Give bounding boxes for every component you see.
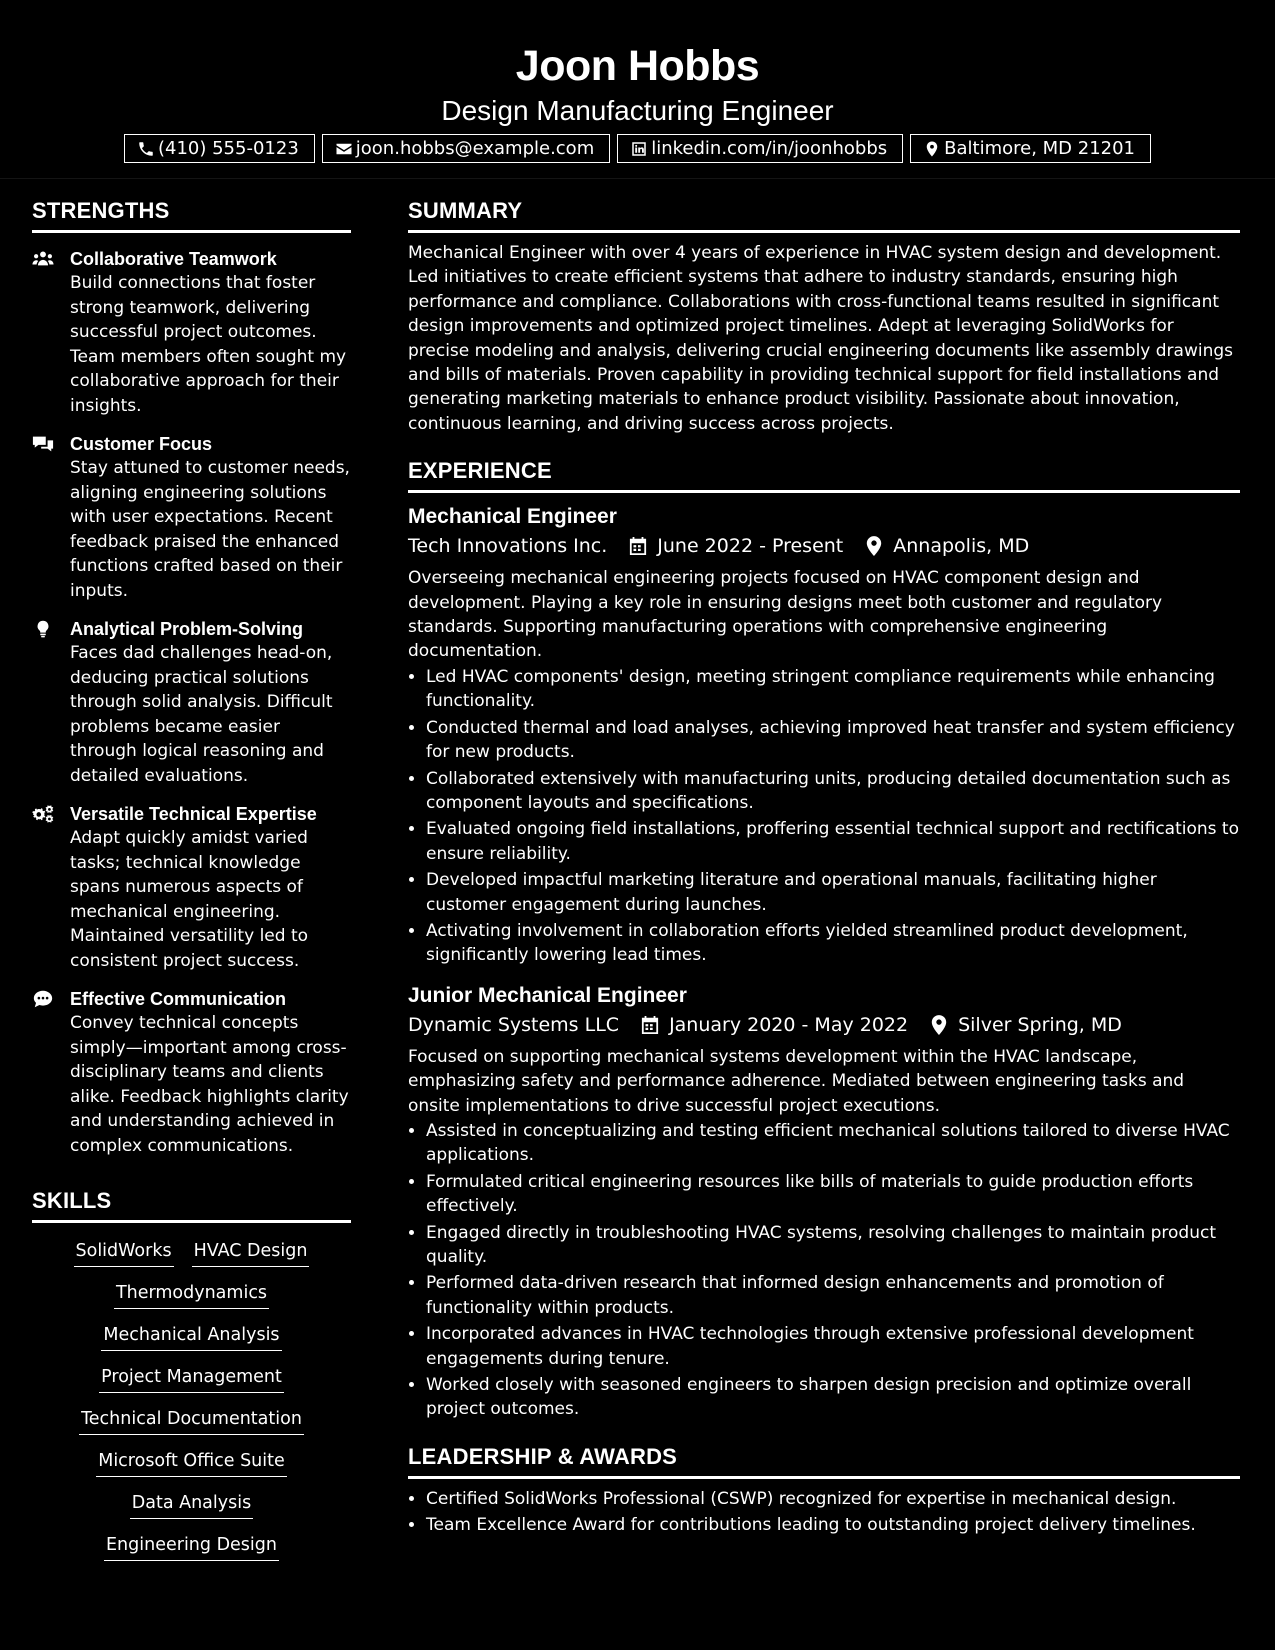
contact-email[interactable] bbox=[322, 134, 610, 163]
map-marker-icon bbox=[930, 1015, 948, 1035]
job-company: Tech Innovations Inc. bbox=[408, 535, 608, 558]
strength-item bbox=[32, 987, 351, 1158]
experience-section bbox=[408, 456, 1240, 1422]
strength-item bbox=[32, 432, 351, 603]
contact-bar bbox=[0, 134, 1275, 163]
job-title: Junior Mechanical Engineer bbox=[408, 983, 687, 1007]
skill-tag: Data Analysis bbox=[130, 1491, 253, 1519]
skill-tag: Project Management bbox=[99, 1365, 284, 1393]
strength-description: Adapt quickly amidst varied tasks; technical knowledge spans numerous aspects of mechanical engineering. Maintained versatility led to consistent project success. bbox=[70, 828, 309, 971]
gears-icon bbox=[32, 804, 54, 824]
lightbulb-icon bbox=[32, 619, 54, 639]
job-dates: January 2020 - May 2022 bbox=[669, 1013, 909, 1036]
achievement-item: • Performed data-driven research that informed design enhancements and promotion of functionality within products. bbox=[426, 1271, 1240, 1320]
job-achievements bbox=[408, 1119, 1240, 1422]
calendar-icon bbox=[641, 1015, 659, 1035]
skill-tag: SolidWorks bbox=[74, 1239, 174, 1267]
job-description: Overseeing mechanical engineering projects focused on HVAC component design and development. Playing a key role in ensuring designs meet both customer and regulatory standards. Supporting manufacturing operations with comprehensive engineering documentation. bbox=[408, 568, 1163, 662]
job-description: Focused on supporting mechanical systems development within the HVAC landscape, emphasizing safety and performance adherence. Mediated between engineering tasks and onsite implementations to drive successful project executions. bbox=[408, 1046, 1185, 1116]
achievement-item: • Formulated critical engineering resources like bills of materials to guide production efforts effectively. bbox=[426, 1170, 1240, 1219]
job-location: Silver Spring, MD bbox=[958, 1013, 1122, 1036]
skill-tag: Thermodynamics bbox=[114, 1281, 269, 1309]
achievement-item: • Conducted thermal and load analyses, achieving improved heat transfer and system efficiency for new products. bbox=[426, 716, 1240, 765]
candidate-title: Design Manufacturing Engineer bbox=[441, 95, 834, 126]
strength-description: Build connections that foster strong teamwork, delivering successful project outcomes. Team members often sought my collaborative approach for their insights. bbox=[70, 273, 347, 416]
strength-name: Collaborative Teamwork bbox=[70, 249, 277, 269]
awards-heading: LEADERSHIP & AWARDS bbox=[408, 1442, 1240, 1479]
map-marker-icon bbox=[923, 140, 941, 158]
achievement-item: • Incorporated advances in HVAC technologies through extensive professional development engagements during tenure. bbox=[426, 1322, 1240, 1371]
experience-heading: EXPERIENCE bbox=[408, 456, 1240, 493]
job-title: Mechanical Engineer bbox=[408, 505, 617, 529]
summary-text: Mechanical Engineer with over 4 years of experience in HVAC system design and development. Led initiatives to create efficient systems that adhere to industry standards, ensuring high performance and compliance. Collaborations with cross-functional teams resulted in significant design improvements and optimized project timelines. Adept at leveraging SolidWorks for precise modeling and analysis, delivering crucial engineering documents like assembly drawings and bills of materials. Proven capability in providing technical support for field installations and generating marketing materials to enhance product visibility. Passionate about innovation, continuous learning, and driving success across projects. bbox=[408, 243, 1234, 434]
skill-tag: Engineering Design bbox=[104, 1533, 279, 1561]
job-meta bbox=[408, 532, 1240, 560]
strength-item bbox=[32, 802, 351, 973]
achievement-item: • Worked closely with seasoned engineers to sharpen design precision and optimize overall project outcomes. bbox=[426, 1373, 1240, 1422]
achievement-item: • Activating involvement in collaboration efforts yielded streamlined product development, significantly lowering lead times. bbox=[426, 919, 1240, 968]
strength-description: Stay attuned to customer needs, aligning engineering solutions with user expectations. Recent feedback praised the enhanced functions crafted based on their inputs. bbox=[70, 458, 350, 601]
strength-name: Versatile Technical Expertise bbox=[70, 804, 317, 824]
comments-icon bbox=[32, 434, 54, 454]
map-marker-icon bbox=[865, 536, 883, 556]
linkedin-icon bbox=[630, 140, 648, 158]
skills-heading: SKILLS bbox=[32, 1186, 351, 1223]
candidate-name: Joon Hobbs bbox=[515, 42, 760, 90]
strengths-heading: STRENGTHS bbox=[32, 196, 351, 233]
contact-location-text: Baltimore, MD 21201 bbox=[944, 138, 1136, 159]
job-dates: June 2022 - Present bbox=[657, 535, 844, 558]
award-item: • Certified SolidWorks Professional (CSWP) recognized for expertise in mechanical design. bbox=[426, 1487, 1240, 1511]
achievement-item: • Assisted in conceptualizing and testing efficient mechanical solutions tailored to diverse HVAC applications. bbox=[426, 1119, 1240, 1168]
strength-description: Convey technical concepts simply—important among cross-disciplinary teams and clients alike. Feedback highlights clarity and understanding achieved in complex communications. bbox=[70, 1013, 349, 1156]
achievement-item: • Evaluated ongoing field installations, proffering essential technical support and rectifications to ensure reliability. bbox=[426, 817, 1240, 866]
skill-tag: Mechanical Analysis bbox=[101, 1323, 281, 1351]
left-column bbox=[32, 196, 351, 1561]
strength-description: Faces dad challenges head-on, deducing practical solutions through solid analysis. Difficult problems became easier through logical reasoning and detailed evaluations. bbox=[70, 643, 333, 786]
skill-tag: Technical Documentation bbox=[79, 1407, 304, 1435]
users-icon bbox=[32, 249, 54, 269]
award-item: • Team Excellence Award for contributions leading to outstanding project delivery timelines. bbox=[426, 1513, 1240, 1537]
job-entry bbox=[408, 982, 1240, 1422]
skill-tag: HVAC Design bbox=[192, 1239, 310, 1267]
job-company: Dynamic Systems LLC bbox=[408, 1013, 620, 1036]
strength-name: Customer Focus bbox=[70, 434, 213, 454]
strength-item bbox=[32, 617, 351, 788]
strength-name: Effective Communication bbox=[70, 989, 287, 1009]
achievement-item: • Engaged directly in troubleshooting HVAC systems, resolving challenges to maintain product quality. bbox=[426, 1221, 1240, 1270]
job-location: Annapolis, MD bbox=[893, 535, 1030, 558]
achievement-item: • Developed impactful marketing literature and operational manuals, facilitating higher customer engagement during launches. bbox=[426, 868, 1240, 917]
job-entry bbox=[408, 503, 1240, 968]
awards-list bbox=[408, 1487, 1240, 1538]
calendar-icon bbox=[629, 536, 647, 556]
comment-dots-icon bbox=[32, 989, 54, 1009]
contact-phone-text: (410) 555-0123 bbox=[157, 138, 299, 159]
awards-section bbox=[408, 1442, 1240, 1538]
achievement-item: • Led HVAC components' design, meeting stringent compliance requirements while enhancing functionality. bbox=[426, 665, 1240, 714]
strength-name: Analytical Problem-Solving bbox=[70, 619, 304, 639]
contact-linkedin[interactable] bbox=[617, 134, 903, 163]
achievement-item: • Collaborated extensively with manufacturing units, producing detailed documentation such as component layouts and specifications. bbox=[426, 767, 1240, 816]
contact-location bbox=[910, 134, 1151, 163]
skill-tag: Microsoft Office Suite bbox=[96, 1449, 287, 1477]
right-column bbox=[408, 196, 1240, 1540]
summary-heading: SUMMARY bbox=[408, 196, 1240, 233]
job-achievements bbox=[408, 665, 1240, 968]
strength-item bbox=[32, 247, 351, 418]
envelope-icon bbox=[335, 140, 353, 158]
contact-email-text: joon.hobbs@example.com bbox=[355, 138, 595, 159]
phone-icon bbox=[137, 140, 155, 158]
contact-phone[interactable] bbox=[124, 134, 315, 163]
contact-linkedin-text: linkedin.com/in/joonhobbs bbox=[651, 138, 888, 159]
skills-section bbox=[32, 1186, 351, 1561]
resume-header bbox=[0, 0, 1275, 179]
skills-list bbox=[32, 1239, 351, 1561]
job-meta bbox=[408, 1011, 1240, 1039]
